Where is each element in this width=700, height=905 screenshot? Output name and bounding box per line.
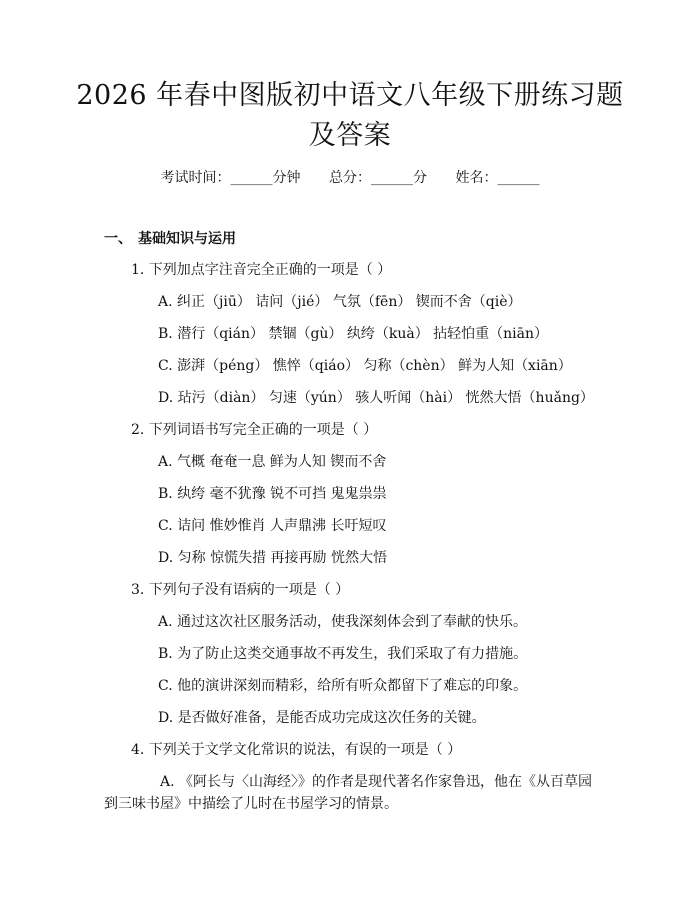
- question-1-option-c: C. 澎湃（péng） 憔悴（qiáo） 匀称（chèn） 鲜为人知（xiān）: [158, 358, 572, 374]
- question-1-option-d: D. 玷污（diàn） 匀速（yún） 骇人听闻（hài） 恍然大悟（huǎng）: [158, 390, 594, 406]
- question-1-stem: 1. 下列加点字注音完全正确的一项是（ ）: [131, 262, 392, 278]
- question-2-option-d: D. 匀称 惊慌失措 再接再励 恍然大悟: [158, 550, 387, 566]
- question-2-option-c: C. 诘问 惟妙惟肖 人声鼎沸 长吁短叹: [158, 518, 387, 534]
- question-3-option-c: C. 他的演讲深刻而精彩，给所有听众都留下了难忘的印象。: [158, 678, 528, 694]
- question-4-stem: 4. 下列关于文学文化常识的说法，有误的一项是（ ）: [131, 742, 462, 758]
- question-1-option-b: B. 潜行（qián） 禁锢（gù） 纨绔（kuà） 拈轻怕重（niān）: [158, 326, 549, 342]
- section-number: 一、: [104, 231, 132, 247]
- question-2-option-b: B. 纨绔 毫不犹豫 锐不可挡 鬼鬼祟祟: [158, 486, 387, 502]
- title-line-1: 2026 年春中图版初中语文八年级下册练习题: [76, 80, 624, 111]
- exam-meta: [0, 168, 700, 188]
- total-score-field: 总分：______分: [329, 170, 427, 186]
- student-name-field: 姓名：______: [455, 170, 540, 186]
- exam-time-field: 考试时间：______分钟: [160, 170, 301, 186]
- title-line-2: 及答案: [308, 120, 392, 151]
- question-1-option-a: A. 纠正（jiū） 诘问（jié） 气氛（fēn） 锲而不舍（qiè）: [158, 294, 522, 310]
- question-2-stem: 2. 下列词语书写完全正确的一项是（ ）: [131, 422, 378, 438]
- page-title: [60, 76, 640, 156]
- question-3-option-a: A. 通过这次社区服务活动，使我深刻体会到了奉献的快乐。: [158, 614, 528, 630]
- section-title: 基础知识与运用: [138, 231, 236, 247]
- section-heading: [104, 229, 236, 249]
- question-2-option-a: A. 气概 奄奄一息 鲜为人知 锲而不舍: [158, 454, 387, 470]
- question-3-option-d: D. 是否做好准备，是能否成功完成这次任务的关键。: [158, 710, 486, 726]
- question-3-option-b: B. 为了防止这类交通事故不再发生，我们采取了有力措施。: [158, 646, 528, 662]
- question-4-option-a: A. 《阿长与〈山海经〉》的作者是现代著名作家鲁迅，他在《从百草园到三味书屋》中描绘了儿时在书屋学习的情景。: [104, 774, 593, 812]
- question-3-stem: 3. 下列句子没有语病的一项是（ ）: [131, 582, 350, 598]
